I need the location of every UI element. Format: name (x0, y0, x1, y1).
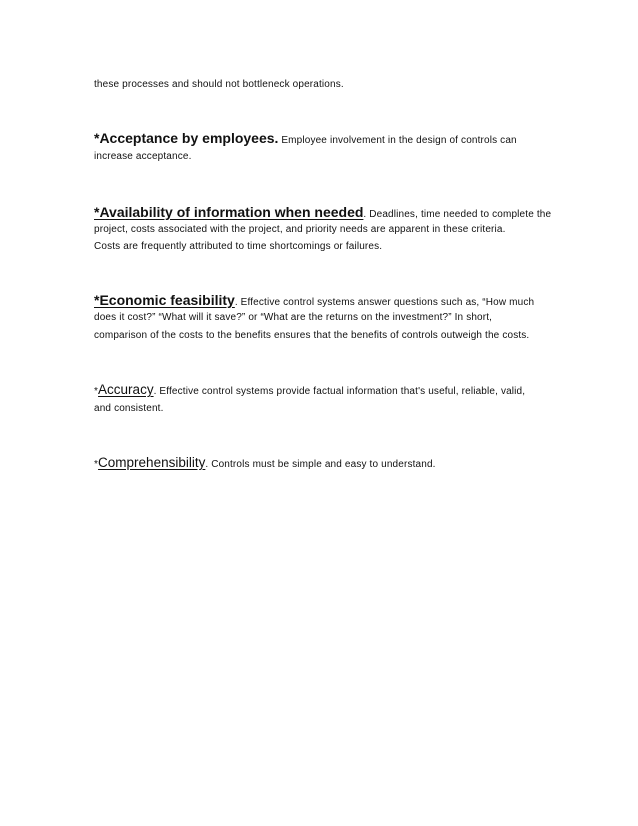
section-heading-comprehensibility: Comprehensibility (98, 455, 206, 470)
section-availability-line-1 (94, 206, 551, 221)
section-text-acceptance-2: increase acceptance. (94, 151, 192, 162)
section-accuracy-line-1 (94, 384, 525, 398)
section-comprehensibility-line-1 (94, 457, 436, 471)
section-text-accuracy-2: and consistent. (94, 403, 164, 414)
section-heading-accuracy: Accuracy (98, 382, 154, 397)
section-text-economic-3: comparison of the costs to the benefits ensures that the benefits of controls outweigh the costs. (94, 330, 530, 341)
section-text-acceptance-1: Employee involvement in the design of controls can (278, 135, 517, 146)
intro-line: these processes and should not bottleneck operations. (94, 79, 344, 90)
section-acceptance-line-1 (94, 132, 517, 147)
section-text-economic-1: . Effective control systems answer questions such as, “How much (234, 297, 535, 308)
section-text-accuracy-1: . Effective control systems provide factual information that's useful, reliable, valid, (153, 386, 526, 397)
section-text-availability-2: project, costs associated with the project, and priority needs are apparent in these criteria. (94, 224, 506, 235)
section-heading-availability: *Availability of information when needed (94, 204, 364, 220)
section-text-comprehensibility-1: . Controls must be simple and easy to understand. (205, 459, 436, 470)
section-text-economic-2: does it cost?” “What will it save?” or “What are the returns on the investment?” In short, (94, 312, 493, 323)
section-star-comprehensibility: * (94, 459, 99, 470)
section-text-availability-3: Costs are frequently attributed to time shortcomings or failures. (94, 241, 383, 252)
section-heading-economic: *Economic feasibility (94, 292, 235, 308)
section-star-accuracy: * (94, 386, 99, 397)
section-heading-acceptance: *Acceptance by employees. (94, 130, 279, 146)
section-text-availability-1: . Deadlines, time needed to complete the (363, 209, 552, 220)
section-economic-line-1 (94, 294, 534, 309)
